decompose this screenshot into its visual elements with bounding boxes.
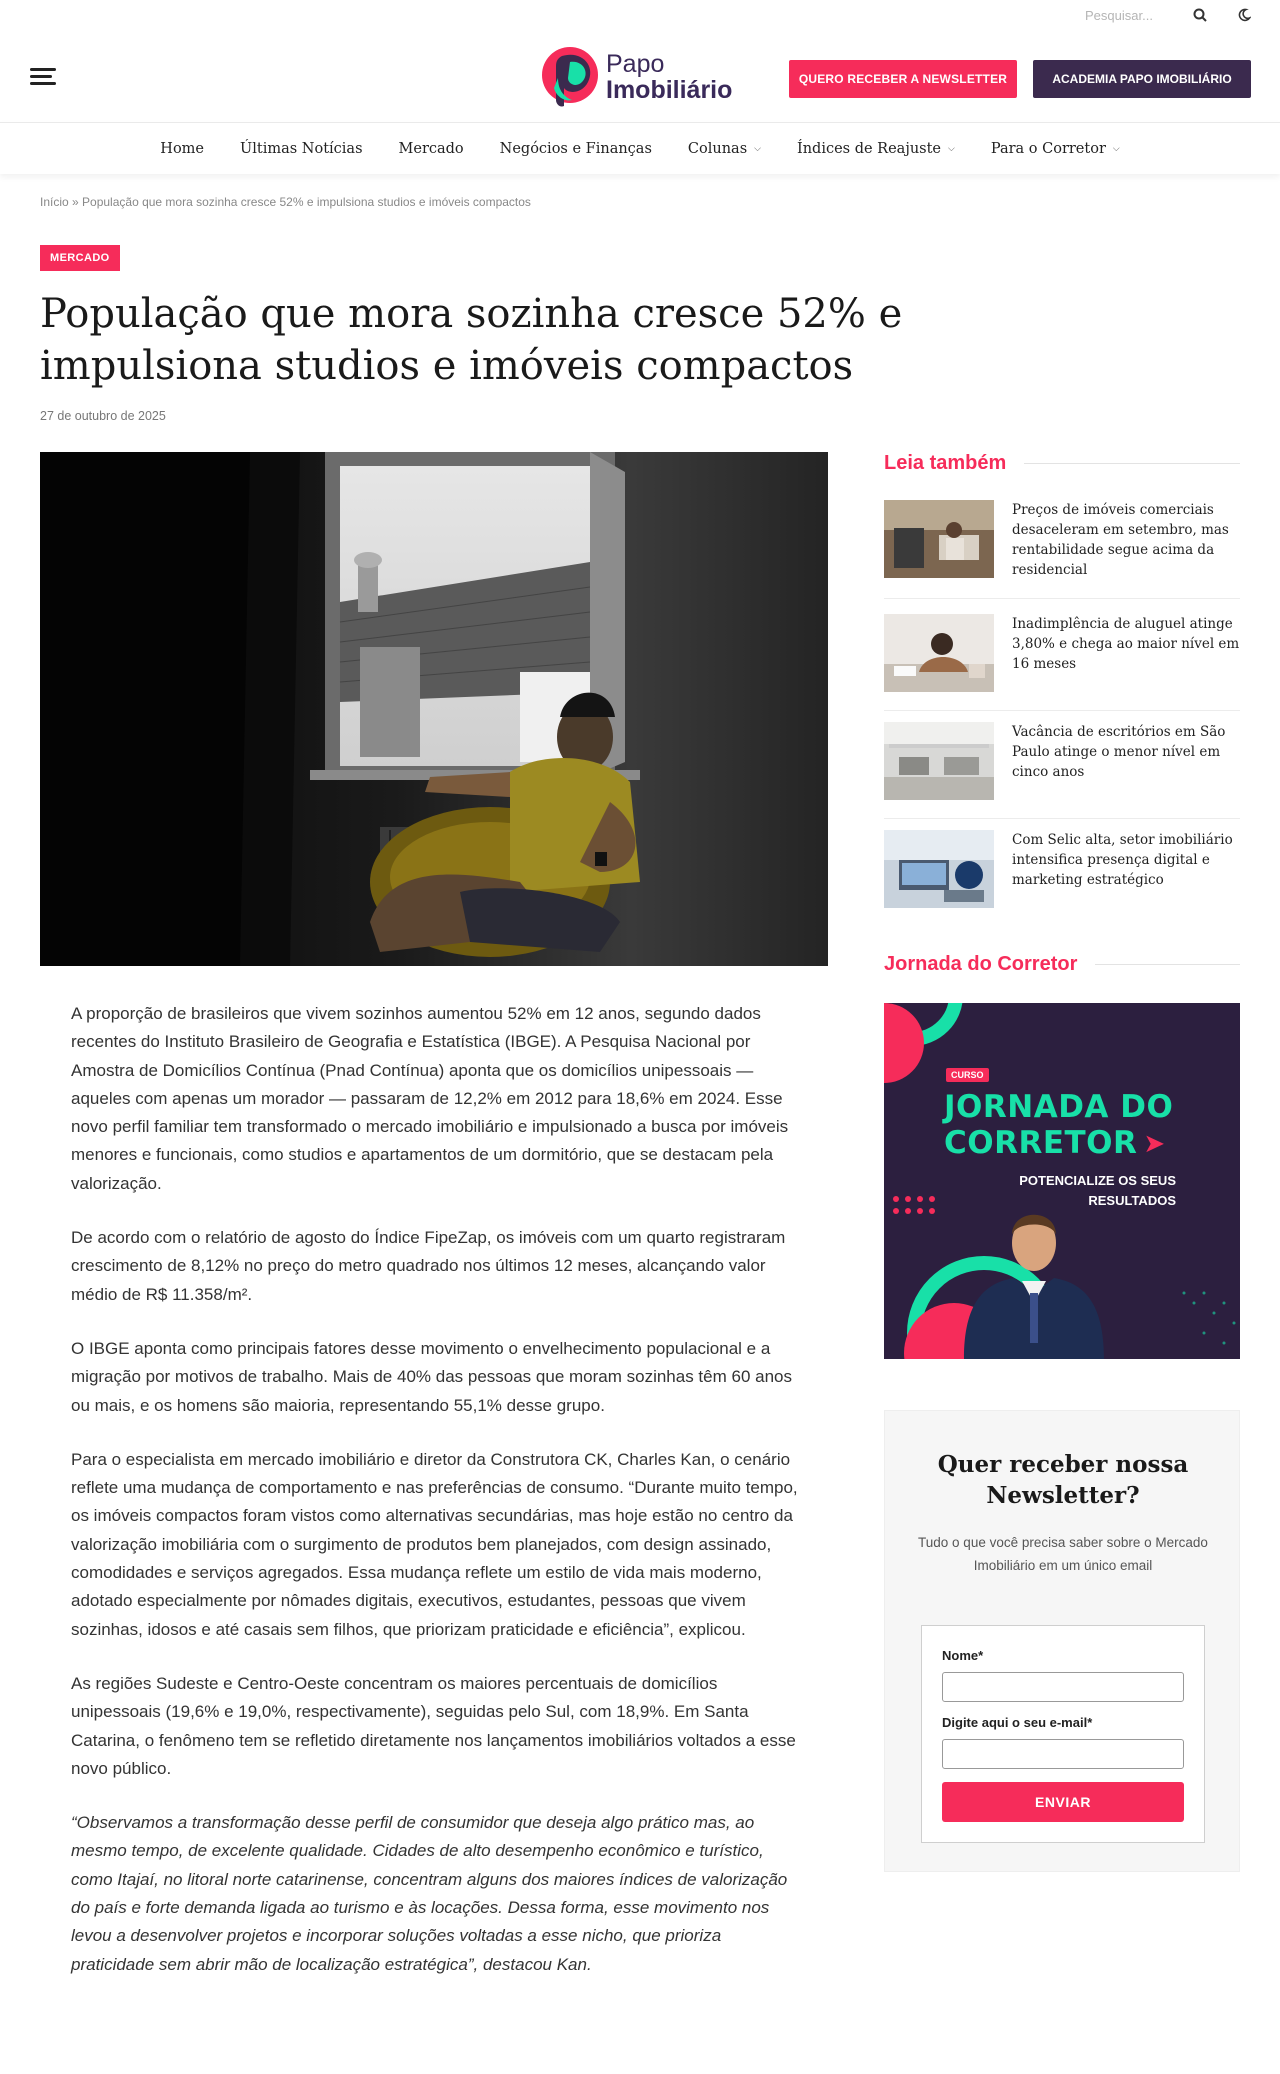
email-label: Digite aqui o seu e-mail* — [942, 1715, 1093, 1730]
article-paragraph: De acordo com o relatório de agosto do Índice FipeZap, os imóveis com um quarto registraram crescimento de 8,12% no preço do metro quadrado nos últimos 12 meses, alcançando valor médio de R$ 11.358/m². — [71, 1228, 786, 1304]
email-field[interactable] — [942, 1739, 1184, 1769]
nav-item-para-o-corretor[interactable]: Para o Corretor ⌵ — [990, 140, 1120, 157]
newsletter-widget — [884, 1410, 1240, 1872]
nav-item-indices-reajuste[interactable]: Índices de Reajuste ⌵ — [796, 140, 955, 157]
related-item[interactable] — [884, 500, 1240, 599]
article-paragraph: O IBGE aponta como principais fatores desse movimento o envelhecimento populacional e a migração por motivos de trabalho. Mais de 40% das pessoas que moram sozinhas têm 60 anos ou mais, e os homens são maioria, representando 55,1% desse grupo. — [71, 1338, 792, 1415]
nav-item-home[interactable]: Home — [160, 140, 205, 157]
related-title[interactable]: Inadimplência de aluguel atinge 3,80% e chega ao maior nível em 16 meses — [1012, 616, 1240, 672]
main-nav — [0, 122, 1280, 174]
related-item[interactable] — [884, 614, 1240, 711]
newsletter-title: Quer receber nossa Newsletter? — [937, 1451, 1189, 1509]
nav-item-mercado[interactable]: Mercado — [398, 140, 464, 157]
menu-hamburger-icon[interactable] — [30, 68, 56, 86]
search-icon[interactable] — [1191, 8, 1209, 26]
newsletter-button[interactable]: QUERO RECEBER A NEWSLETTER — [789, 60, 1017, 98]
logo-text-imobiliario: Imobiliário — [606, 76, 733, 104]
name-field[interactable] — [942, 1672, 1184, 1702]
related-item[interactable] — [884, 722, 1240, 819]
header-search-input[interactable]: Pesquisar... — [1085, 8, 1153, 23]
breadcrumb — [40, 195, 531, 209]
dark-mode-moon-icon[interactable] — [1235, 8, 1253, 26]
related-heading: Leia também — [884, 452, 1240, 475]
rocket-icon: ➤ — [1143, 1127, 1166, 1158]
quote-attribution: , destacou Kan. — [473, 1954, 592, 1974]
related-title[interactable]: Preços de imóveis comerciais desaceleram em setembro, mas rentabilidade segue acima da residencial — [1012, 502, 1229, 578]
article-paragraph: A proporção de brasileiros que vivem sozinhos aumentou 52% em 12 anos, segundo dados recentes do Instituto Brasileiro de Geografia e Estatística (IBGE). A Pesquisa Nacional por Amostra de Domicílios Contínua (Pnad Contínua) aponta que os domicílios unipessoais — aqueles com apenas um morador — passaram de 12,2% em 2012 para 18,6% em 2024. Esse novo perfil familiar tem transformado o mercado imobiliário e impulsionado a busca por imóveis menores e funcionais, como studios e apartamentos de um dormitório, que se destacam pela valorização. — [71, 1004, 789, 1193]
article-paragraph: As regiões Sudeste e Centro-Oeste concentram os maiores percentuais de domicílios unipessoais (19,6% e 19,0%, respectivamente), seguidas pelo Sul, com 18,9%. Em Santa Catarina, o fenômeno tem se refletido diretamente nos lançamentos imobiliários voltados a esse novo público. — [71, 1673, 796, 1778]
promo-title-line1: JORNADA DO — [944, 1089, 1174, 1125]
site-header — [0, 0, 1280, 122]
article-date: 27 de outubro de 2025 — [40, 409, 166, 423]
related-item[interactable] — [884, 830, 1240, 926]
nav-item-ultimas-noticias[interactable]: Últimas Notícias — [240, 140, 363, 157]
breadcrumb-home-link[interactable]: Início — [40, 195, 69, 209]
jornada-corretor-banner[interactable] — [884, 1003, 1240, 1359]
academia-button[interactable]: ACADEMIA PAPO IMOBILIÁRIO — [1033, 60, 1251, 98]
article-title: População que mora sozinha cresce 52% e impulsiona studios e imóveis compactos — [40, 291, 903, 389]
related-thumbnail[interactable] — [884, 722, 994, 800]
newsletter-subtitle: Tudo o que você precisa saber sobre o Mercado Imobiliário em um único email — [918, 1535, 1208, 1573]
related-thumbnail[interactable] — [884, 830, 994, 908]
breadcrumb-current: População que mora sozinha cresce 52% e impulsiona studios e imóveis compactos — [82, 195, 531, 209]
related-thumbnail[interactable] — [884, 500, 994, 578]
submit-button[interactable]: ENVIAR — [942, 1782, 1184, 1822]
promo-tagline: POTENCIALIZE OS SEUS RESULTADOS — [1019, 1173, 1176, 1208]
promo-tag: CURSO — [946, 1068, 989, 1082]
nav-item-negocios-financas[interactable]: Negócios e Finanças — [499, 140, 652, 157]
breadcrumb-separator: » — [68, 195, 83, 209]
related-thumbnail[interactable] — [884, 614, 994, 692]
article-paragraph: Para o especialista em mercado imobiliário e diretor da Construtora CK, Charles Kan, o cenário reflete uma mudança de comportamento e nas preferências de consumo. “Durante muito tempo, os imóveis compactos foram vistos como alternativas secundárias, mas hoje estão no centro da valorização imobiliária com o surgimento de produtos bem planejados, com design assinado, comodidades e serviços agregados. Essa mudança reflete um estilo de vida mais moderno, adotado especialmente por nômades digitais, executivos, estudantes, pessoas que vivem sozinhas, idosos e até casais sem filhos, que priorizam praticidade e eficiência”, explicou. — [71, 1449, 798, 1639]
article-body — [71, 1000, 801, 2005]
logo-text-papo: Papo — [606, 50, 665, 78]
related-title[interactable]: Vacância de escritórios em São Paulo atinge o menor nível em cinco anos — [1012, 724, 1226, 780]
site-logo[interactable] — [540, 42, 732, 112]
chevron-down-icon: ⌵ — [754, 143, 761, 154]
article-quote — [71, 1809, 801, 1979]
name-label: Nome* — [942, 1648, 984, 1663]
promo-title-line2: CORRETOR — [944, 1125, 1138, 1161]
newsletter-form — [921, 1625, 1205, 1843]
logo-mark-icon — [540, 44, 600, 110]
nav-item-colunas[interactable]: Colunas ⌵ — [687, 140, 761, 157]
article-hero-image — [40, 452, 828, 966]
related-title[interactable]: Com Selic alta, setor imobiliário intensifica presença digital e marketing estratégico — [1012, 832, 1233, 888]
quote-text: “Observamos a transformação desse perfil de consumidor que deseja algo prático mas, ao mesmo tempo, de excelente qualidade. Cidades de alto desempenho econômico e turístico, como Itajaí, no litoral norte catarinense, concentram alguns dos maiores índices de valorização do país e forte demanda ligada ao turismo e às locações. Dessa forma, esse movimento nos levou a desenvolver projetos e incorporar soluções voltadas a esse nicho, que prioriza praticidade sem abrir mão de localização estratégica” — [71, 1813, 788, 1974]
chevron-down-icon: ⌵ — [948, 143, 955, 154]
category-badge[interactable]: MERCADO — [40, 245, 120, 271]
promo-heading: Jornada do Corretor — [884, 953, 1240, 976]
chevron-down-icon: ⌵ — [1112, 143, 1120, 154]
